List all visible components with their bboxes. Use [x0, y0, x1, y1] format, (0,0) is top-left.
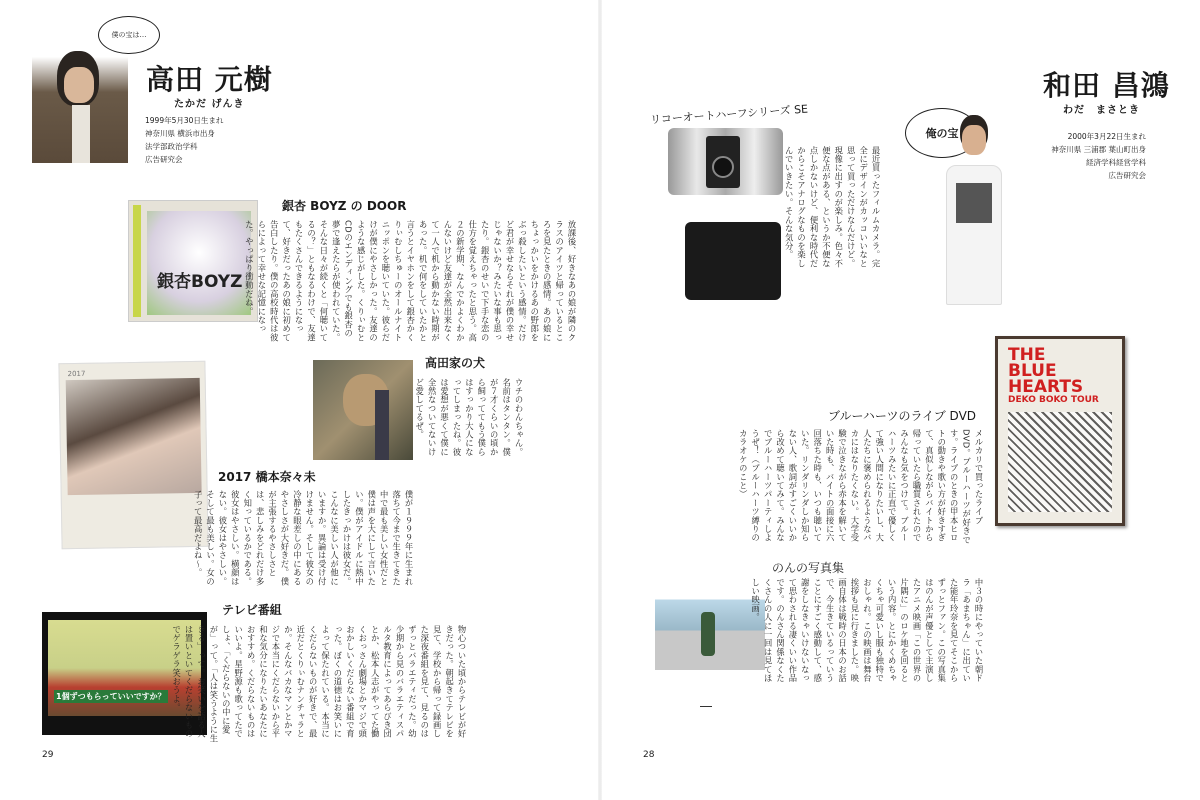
- item-title: リコーオートハーフシリーズ SE: [649, 102, 809, 127]
- page-number: 29: [42, 750, 54, 760]
- camera-case-image: [685, 222, 781, 300]
- profile-info: 2000年3月22日生まれ 神奈川県 三浦郡 葉山町出身 経済学科経営学科 広告研究会: [1051, 132, 1146, 180]
- tv-show-image: 1個ずつもらっていいですか？: [42, 612, 207, 735]
- camera-front-image: [668, 128, 783, 195]
- profile-info: 1999年5月30日生まれ 神奈川県 横浜市出身 法学部政治学科 広告研究会: [145, 116, 224, 164]
- profile-reading: わだ まさとき: [1063, 105, 1140, 116]
- item-body: 中３の時にやっていた朝ドラ「あまちゃん」に出ていた能年玲奈を見てそこからずっとファン。この写真集はのんが声優として主演したアニメ映画「この世界の片隅に」のロケ地を回るという内容。とにかくめちゃくちゃ可愛いし服も独特でおしゃれ。この映画は舞台挨拶も見に行きました。映画自体は戦時の日本のお話で、今生きているっていうことにすごく感動して、感謝をしなきゃいけないなって思わされる凄くいい作品です。のんさん関係なくたくさんの人に一回は見てほしい映画。: [750, 578, 984, 683]
- page-gutter: [598, 0, 602, 800]
- item-body: ウチのわんちゃん。名前はタンタン。僕が７才くらいの頃から飼っててもう僕らはすっかり大人になってしまったね。彼は愛想が悪くて僕に全然なついてないけど愛してるぜ。: [414, 378, 524, 457]
- thought-bubble: 僕の宝は…: [98, 16, 160, 54]
- dog-photo: [313, 360, 413, 460]
- item-title: 銀杏 BOYZ の DOOR: [282, 199, 407, 213]
- page-number: 28: [643, 750, 655, 760]
- photobook-image: 2017: [58, 361, 208, 550]
- item-body: 僕が１９９９年に生まれ落ちて今まで生きてきた中で最も美しい女性だと僕は声を大にして言いたい。僕がアイドルに熱中したきっかけは彼女だ。こんなに美しい人が他にいますか。異論は受け付けません。そして彼女の冷静な眼差しの中にあるやさしさが大好きだ。僕が主張するやさしさとは、悲しみをどれだけ多く知っているかである。彼女はやさしい。横顔はない。彼女はやさしい。そして最も美しい。女の子って最高だよね〜。: [193, 490, 414, 586]
- item-body: メルカリで買ったライブDVD。ブルーハーツが好きです。ライブのときの甲本ヒロトの動きや歌い方が好きすぎて、真似しながらバイトから帰っていたら職質されたのでみんなも気をつけて。ブルーハーツみたいに正直で優しくて強い人間になりたいし、大人たちに褒められるようなバカにはなりたくない。大学受験で泣きながら赤本を解いていた時も、バイトの面接に六回落ちた時も、いつも聴いていた。リンダリンダしか知らない人、歌詞がすごくいいから改めて聴いてみて。みんなでブルーハーツパーティしようぜ！（ブルーハーツ縛りのカラオケのこと）: [738, 429, 984, 545]
- profile-name: 和田 昌鴻: [1043, 69, 1170, 102]
- profile-name: 高田 元樹: [146, 63, 273, 96]
- item-title: 2017 橋本奈々未: [218, 470, 316, 484]
- item-body: 放課後、好きなあの娘が隣のクラスのアイツと帰っているところを見たときの感情。あの娘にちょっかいをかけるあの野郎をぶっ殺したいという感情。だけど君が幸せならそれが僕の幸せじゃないか？みたいな事も思ったり。銀杏のせいで下手な恋の仕方を覚えちゃったと思う。高２の新学期、なんでかよくわかんないけど友達が全然出来なくて一人で机から動かない時期があった。机で何をしていたかと言うとイヤホンをして銀杏かくりぃむしちゅーのオールナイトニッポンを聴いていた。彼らだけが僕にやさしかった。友達のような感じがした。くりぃむとCDのエンディングでも銀杏の夢で逢えたらが使われていた。そんな日々が続くと「何聴いてるの？」ともなるわけで、友達もたくさんできるようになって、好きだったあの娘に初めて告白したり。僕の高校時代は彼らによって幸せな記憶になった。やっぱり衝動だね。: [244, 220, 577, 342]
- item-title: ブルーハーツのライブ DVD: [828, 409, 977, 423]
- item-title: 高田家の犬: [425, 356, 486, 370]
- profile-reading: たかだ げんき: [174, 99, 245, 110]
- item-body: 物心ついた頃からテレビが好きだった。朝起きてテレビを見て、学校から帰って録画した深夜番組を見て、見るのはずっとバラエティだった。幼少期から見のバラエティスパルタ教育によってあらびき団とか、松本人志がやってた働くおっさん劇場とかマジで頭おかしいくだらない番組で育った。ぼくの道徳はお笑いによって保たれている。本当にくだらないものが好きで、最近だとくりぃむナンチャラとか。そんなバカなマンとかマジで本当にくだらないから平和な気分になりたいあなたにおすすめ。くだらないものはいいよ。星野源も歌ってたでしょ、「くだらないの中に愛が」って。「人は笑うように生きる」って。お笑いを語る人は置いといてくだらないものでゲラゲラ笑おうよ。: [171, 625, 467, 743]
- cd-cover-image: 銀杏BOYZ: [128, 200, 258, 322]
- dvd-cover-image: THE BLUE HEARTS DEKO BOKO TOUR: [995, 336, 1125, 526]
- item-title: のんの写真集: [772, 561, 845, 575]
- takada-photo: [32, 45, 128, 163]
- divider: [700, 706, 712, 707]
- item-body: 最近買ったフィルムカメラ。完全にデザインがカッコいいなと思って買っただけなんだけど。現像に出すのが楽しみ。色々不便な点がある、というか不便な点しかないけど、便利な時代だからこそアナログなものを楽しんでいきたい。そんな気分。: [784, 146, 881, 268]
- item-title: テレビ番組: [222, 603, 282, 617]
- wada-photo: [942, 115, 1006, 310]
- speech-bubble: 俺の宝: [905, 108, 979, 158]
